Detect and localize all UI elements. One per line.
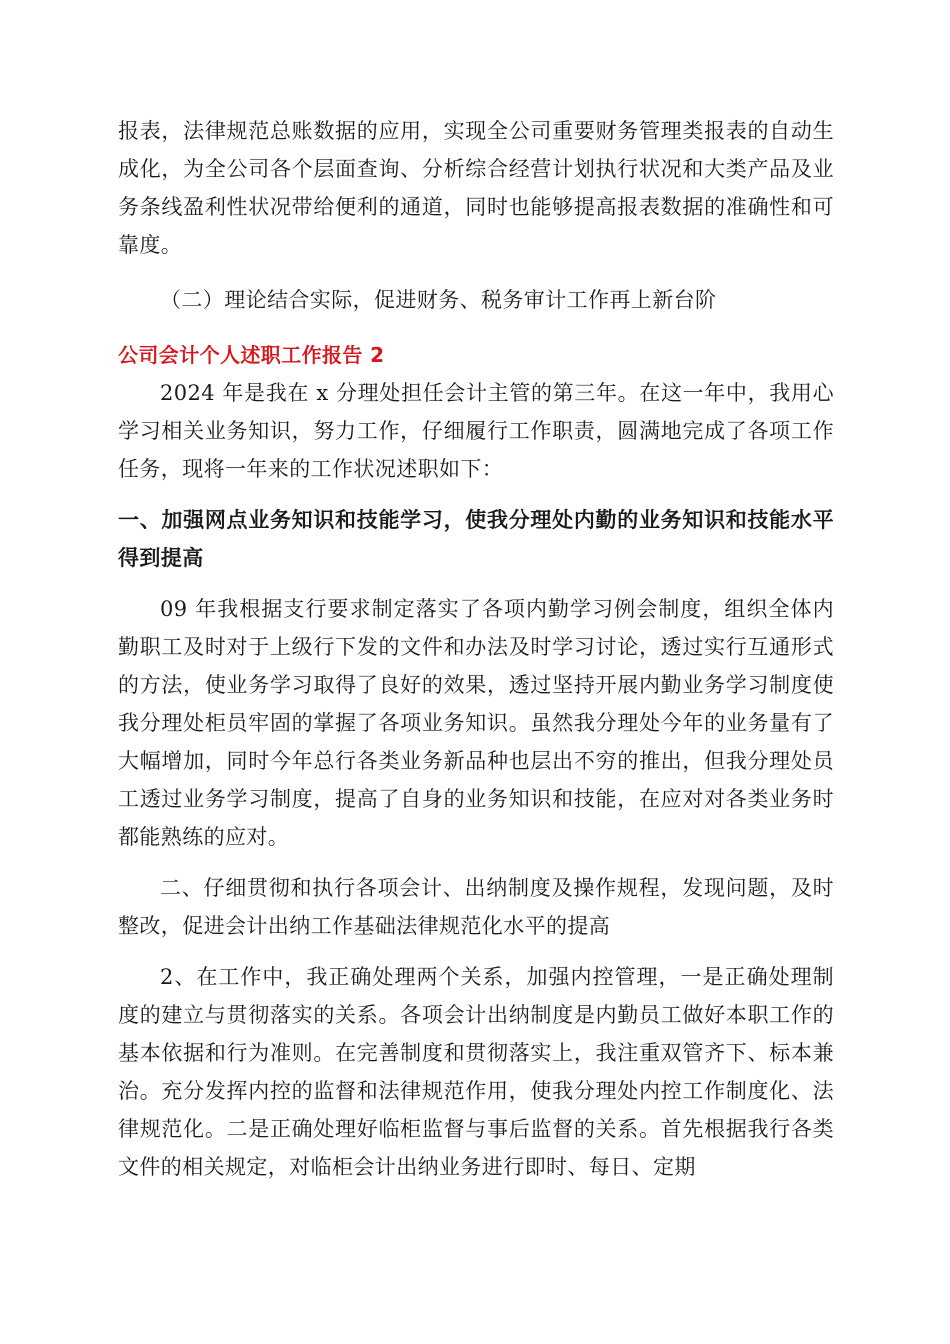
paragraph-internal-control: 2、在工作中，我正确处理两个关系，加强内控管理，一是正确处理制度的建立与贯彻落实的关系。各项会计出纳制度是内勤员工做好本职工作的基本依据和行为准则。在完善制度和贯彻落实上，我注重双管齐下、标本兼治。充分发挥内控的监督和法律规范作用，使我分理处内控工作制度化、法律规范化。二是正确处理好临柜监督与事后监督的关系。首先根据我行各类文件的相关规定，对临柜会计出纳业务进行即时、每日、定期: [118, 965, 834, 1179]
document-title-report-2: 公司会计个人述职工作报告 2: [118, 343, 385, 367]
section-heading-2: 二、仔细贯彻和执行各项会计、出纳制度及操作规程，发现问题，及时整改，促进会计出纳工作基础法律规范化水平的提高: [118, 876, 834, 938]
document-page: [118, 112, 834, 1186]
section-heading-1: 一、加强网点业务知识和技能学习，使我分理处内勤的业务知识和技能水平得到提高: [118, 508, 834, 570]
paragraph-intro: 2024 年是我在 x 分理处担任会计主管的第三年。在这一年中，我用心学习相关业务知识，努力工作，仔细履行工作职责，圆满地完成了各项工作任务，现将一年来的工作状况述职如下：: [118, 381, 834, 481]
subheading-theory-practice: （二）理论结合实际，促进财务、税务审计工作再上新台阶: [160, 288, 717, 312]
paragraph-report-tables: 报表，法律规范总账数据的应用，实现全公司重要财务管理类报表的自动生成化，为全公司各个层面查询、分析综合经营计划执行状况和大类产品及业务条线盈利性状况带给便利的通道，同时也能够提高报表数据的准确性和可靠度。: [118, 119, 834, 257]
paragraph-study-system: 09 年我根据支行要求制定落实了各项内勤学习例会制度，组织全体内勤职工及时对于上级行下发的文件和办法及时学习讨论，透过实行互通形式的方法，使业务学习取得了良好的效果，透过坚持开展内勤业务学习制度使我分理处柜员牢固的掌握了各项业务知识。虽然我分理处今年的业务量有了大幅增加，同时今年总行各类业务新品种也层出不穷的推出，但我分理处员工透过业务学习制度，提高了自身的业务知识和技能，在应对对各类业务时都能熟练的应对。: [118, 597, 834, 849]
